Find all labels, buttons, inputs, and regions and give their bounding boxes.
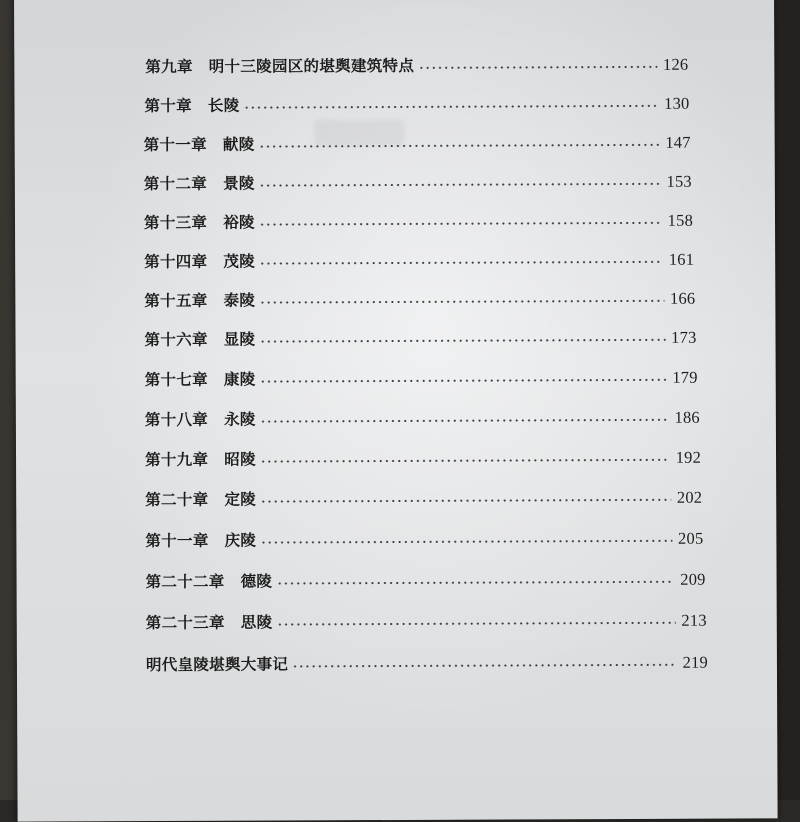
toc-page-number: 192 [675,447,702,467]
toc-page-number: 219 [682,652,708,672]
toc-dot-leader [418,64,657,71]
toc-entry-chronology [146,649,708,675]
toc-appendix-title: 明代皇陵堪舆大事记 [145,654,289,675]
book-page [14,0,778,822]
toc-page-number: 158 [667,210,694,230]
toc-page-number: 147 [665,132,691,152]
toc-entry-chapter-14 [144,246,694,272]
toc-dot-leader [260,417,669,425]
toc-chapter-number: 第十九章 [145,449,209,470]
toc-entry-chapter-18 [145,404,700,430]
toc-page-number: 186 [674,407,700,427]
toc-chapter-number: 第十六章 [144,329,208,350]
toc-chapter-number: 第十章 [144,95,192,116]
toc-dot-leader [260,538,672,546]
toc-page-number: 161 [668,249,695,269]
toc-page-number: 166 [669,288,696,308]
toc-dot-leader [276,579,674,587]
toc-dot-leader [260,497,671,505]
toc-page-number: 130 [664,93,690,113]
toc-chapter-title: 显陵 [223,329,256,349]
toc-entry-chapter-10 [144,90,689,116]
toc-dot-leader [260,377,667,385]
toc-chapter-title: 泰陵 [223,290,256,310]
toc-chapter-number: 第二十章 [145,489,209,510]
toc-chapter-title: 昭陵 [224,449,256,469]
toc-chapter-number: 第十三章 [143,212,208,233]
toc-chapter-number: 第二十三章 [145,612,225,633]
toc-entry-chapter-20 [145,484,702,510]
toc-chapter-title: 庆陵 [224,530,257,550]
toc-dot-leader [260,457,670,465]
toc-chapter-title: 思陵 [240,612,273,632]
toc-entry-chapter-15 [144,285,695,311]
toc-chapter-title: 康陵 [223,369,256,389]
toc-chapter-number: 第十四章 [144,251,208,272]
toc-page-number: 126 [662,54,689,74]
toc-entry-chapter-9 [145,51,688,77]
toc-page-number: 209 [680,569,706,589]
toc-chapter-title: 裕陵 [223,212,255,232]
toc-chapter-number: 第九章 [145,56,193,77]
toc-page-number: 202 [676,487,703,507]
toc-entry-chapter-12 [144,168,692,194]
toc-dot-leader [259,181,661,189]
toc-dot-leader [259,220,662,228]
toc-chapter-number: 第十二章 [143,173,208,194]
toc-chapter-title: 景陵 [223,173,255,193]
toc-dot-leader [258,142,659,150]
toc-chapter-title: 茂陵 [223,251,256,271]
toc-page-number: 179 [672,367,698,387]
toc-entry-chapter-13 [144,207,693,233]
toc-dot-leader [259,259,663,267]
toc-entry-chapter-11 [144,129,691,155]
toc-entry-chapter-17 [145,364,698,390]
toc-chapter-number: 第十五章 [144,290,208,311]
toc-chapter-number: 第十一章 [143,134,207,155]
toc-dot-leader [276,620,675,628]
toc-chapter-title: 献陵 [222,134,255,154]
toc-chapter-number: 第二十二章 [145,571,225,592]
toc-page-number: 213 [681,610,707,630]
toc-page-number: 205 [677,528,704,548]
toc-page-number: 153 [666,171,692,191]
toc-chapter-number: 第十七章 [144,369,208,390]
toc-dot-leader [292,662,676,670]
toc-chapter-title: 明十三陵园区的堪舆建筑特点 [208,55,415,76]
toc-entry-chapter-21 [145,525,703,551]
toc-chapter-title: 德陵 [240,571,273,591]
toc-entry-chapter-16 [144,324,696,350]
toc-page-number: 173 [671,327,697,347]
toc-chapter-title: 长陵 [207,95,240,115]
toc-chapter-number: 第十一章 [145,530,209,551]
table-of-contents [14,0,777,792]
toc-dot-leader [259,337,665,345]
toc-chapter-number: 第十八章 [144,409,209,430]
toc-entry-chapter-23 [146,607,707,633]
toc-dot-leader [259,298,664,306]
toc-chapter-title: 定陵 [224,489,257,509]
toc-entry-chapter-19 [145,444,701,470]
toc-dot-leader [244,103,659,111]
toc-entry-chapter-22 [146,566,706,592]
toc-chapter-title: 永陵 [224,409,256,429]
